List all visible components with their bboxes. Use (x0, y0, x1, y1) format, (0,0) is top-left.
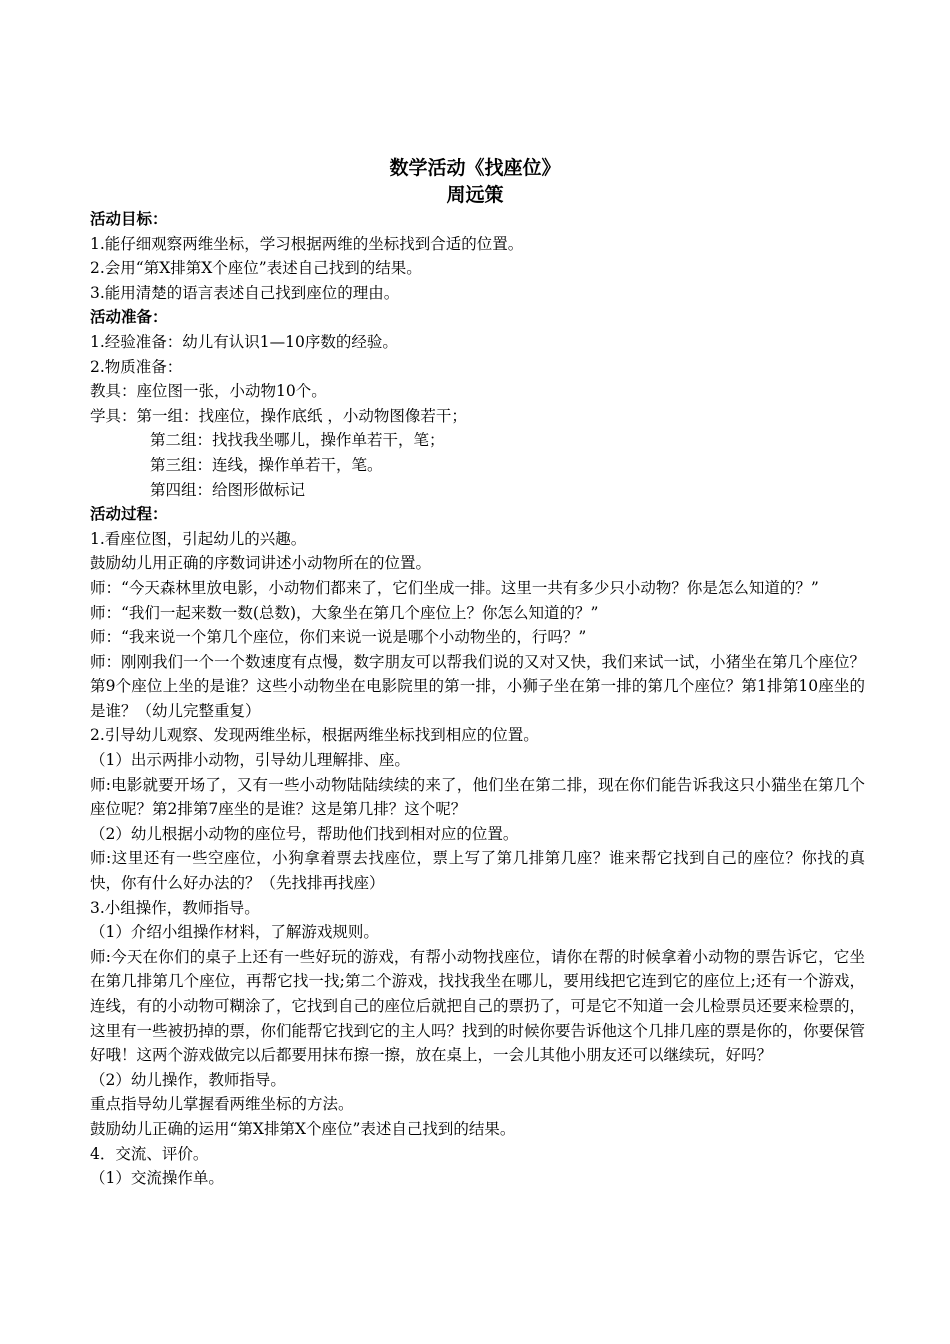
section-heading: 活动目标： (90, 210, 168, 228)
paragraph: 1.经验准备：幼儿有认识1—10序数的经验。 (90, 332, 398, 351)
paragraph: 师：“今天森林里放电影，小动物们都来了，它们坐成一排。这里一共有多少只小动物？你是怎么知道的？” (90, 578, 819, 597)
paragraph: 1.看座位图，引起幼儿的兴趣。 (90, 529, 307, 548)
paragraph: 3.小组操作，教师指导。 (90, 898, 260, 917)
paragraph: （2）幼儿操作，教师指导。 (90, 1070, 286, 1089)
section-heading: 活动准备： (90, 308, 168, 327)
document-title: 数学活动《找座位》 (389, 157, 561, 179)
paragraph: 2.会用“第X排第X个座位”表述自己找到的结果。 (90, 259, 422, 278)
paragraph: 鼓励幼儿用正确的序数词讲述小动物所在的位置。 (90, 554, 432, 573)
paragraph: 师：“我们一起来数一数(总数)，大象坐在第几个座位上？你怎么知道的？” (90, 603, 599, 622)
paragraph: 第二组：找找我坐哪儿，操作单若干，笔； (150, 431, 445, 450)
paragraph: 师：“我来说一个第几个座位，你们来说一说是哪个小动物坐的，行吗？” (90, 628, 587, 647)
paragraph: 1.能仔细观察两维坐标，学习根据两维的坐标找到合适的位置。 (90, 234, 524, 253)
paragraph: 2.引导幼儿观察、发现两维坐标，根据两维坐标找到相应的位置。 (90, 726, 539, 745)
paragraph: 第四组：给图形做标记 (150, 480, 306, 499)
paragraph: 师：刚刚我们一个一个数速度有点慢，数字朋友可以帮我们说的又对又快，我们来试一试，小猪坐在第几个座位？第9个座位上坐的是谁？这些小动物坐在电影院里的第一排，小狮子坐在第一排的第几个座位？第1排第10座坐的是谁？（幼儿完整重复） (90, 652, 866, 720)
paragraph: 师:这里还有一些空座位，小狗拿着票去找座位，票上写了第几排第几座？谁来帮它找到自己的座位？你找的真快，你有什么好办法的？（先找排再找座） (90, 849, 865, 893)
paragraph: 3.能用清楚的语言表述自己找到座位的理由。 (90, 283, 400, 302)
paragraph: （2）幼儿根据小动物的座位号，帮助他们找到相对应的位置。 (90, 824, 519, 843)
paragraph: （1）交流操作单。 (90, 1169, 224, 1188)
paragraph: 第三组：连线，操作单若干，笔。 (150, 455, 383, 474)
paragraph: 师:电影就要开场了，又有一些小动物陆陆续续的来了，他们坐在第二排，现在你们能告诉我这只小猫坐在第几个座位呢？第2排第7座坐的是谁？这是第几排？这个呢？ (90, 775, 865, 819)
paragraph: 师:今天在你们的桌子上还有一些好玩的游戏，有帮小动物找座位，请你在帮的时候拿着小动物的票告诉它，它坐在第几排第几个座位，再帮它找一找;第二个游戏，找找我坐在哪儿，要用线把它连到它的座位上;还有一个游戏，连线，有的小动物可糊涂了，它找到自己的座位后就把自己的票扔了，可是它不知道一会儿检票员还要来检票的，这里有一些被扔掉的票，你们能帮它找到它的主人吗？找到的时候你要告诉他这个几排几座的票是你的，你要保管好哦！这两个游戏做完以后都要用抹布擦一擦，放在桌上，一会儿其他小朋友还可以继续玩，好吗？ (90, 947, 866, 1065)
paragraph: 2.物质准备： (90, 357, 183, 376)
paragraph: 重点指导幼儿掌握看两维坐标的方法。 (90, 1095, 354, 1114)
section-heading: 活动过程： (90, 505, 168, 524)
paragraph: （1）介绍小组操作材料，了解游戏规则。 (90, 923, 379, 942)
paragraph: 学具：第一组：找座位，操作底纸 ，小动物图像若干； (90, 406, 467, 425)
document-body (90, 207, 865, 1191)
paragraph: 4．交流、评价。 (90, 1144, 209, 1163)
paragraph: 教具：座位图一张，小动物10个。 (90, 382, 327, 401)
paragraph: 鼓励幼儿正确的运用“第X排第X个座位”表述自己找到的结果。 (90, 1119, 516, 1138)
paragraph: （1）出示两排小动物，引导幼儿理解排、座。 (90, 751, 410, 770)
document-author: 周远策 (446, 184, 504, 206)
